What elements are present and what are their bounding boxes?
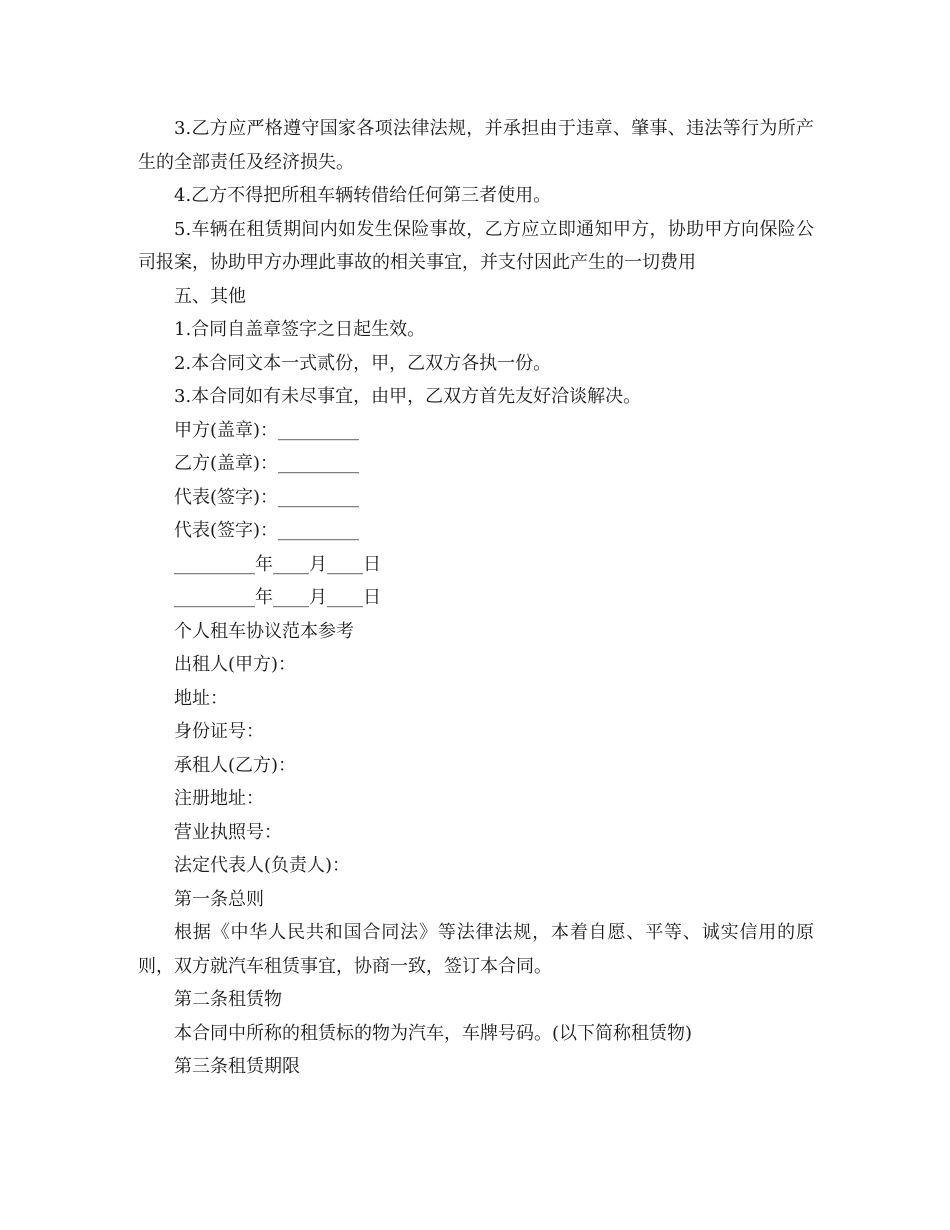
clause-3-compliance: 3.乙方应严格遵守国家各项法律法规，并承担由于违章、肇事、违法等行为所产生的全部责任及经济损失。 [138,118,814,173]
section-five-heading: 五、其他 [174,285,246,307]
representative-signature-line: 代表(签字)：_________ [174,486,360,508]
other-clause-1: 1.合同自盖章签字之日起生效。 [174,319,426,340]
lessor-field: 出租人(甲方)： [174,654,297,675]
document-body [138,112,814,1084]
clause-5-insurance-accident: 5.车辆在租赁期间内如发生保险事故，乙方应立即通知甲方，协助甲方向保险公司报案，协助甲方办理此事故的相关事宜，并支付因此产生的一切费用 [138,218,814,273]
other-clause-3: 3.本合同如有未尽事宜，由甲，乙双方首先友好洽谈解决。 [174,386,642,407]
business-license-field: 营业执照号： [174,821,282,843]
article-1-heading: 第一条总则 [174,888,264,910]
lessee-field: 承租人(乙方)： [174,754,297,776]
party-a-seal-line: 甲方(盖章)：_________ [174,419,360,441]
registered-address-field: 注册地址： [174,788,264,809]
party-b-seal-line: 乙方(盖章)：_________ [174,453,360,474]
article-1-body: 根据《中华人民共和国合同法》等法律法规，本着自愿、平等、诚实信用的原则，双方就汽车租赁事宜，协商一致，签订本合同。 [138,922,814,977]
article-2-body: 本合同中所称的租赁标的物为汽车，车牌号码。(以下简称租赁物) [174,1022,693,1044]
legal-representative-field: 法定代表人(负责人)： [174,855,351,876]
article-2-heading: 第二条租赁物 [174,989,282,1010]
address-field: 地址： [174,687,228,709]
date-line: _________年____月____日 [174,553,381,575]
id-number-field: 身份证号： [174,721,264,742]
clause-4-no-sublending: 4.乙方不得把所租车辆转借给任何第三者使用。 [174,185,552,206]
date-line: _________年____月____日 [174,587,381,608]
other-clause-2: 2.本合同文本一式贰份，甲，乙双方各执一份。 [174,352,552,374]
agreement-title: 个人租车协议范本参考 [174,620,354,642]
representative-signature-line: 代表(签字)：_________ [174,520,360,541]
article-3-heading: 第三条租赁期限 [174,1056,300,1077]
